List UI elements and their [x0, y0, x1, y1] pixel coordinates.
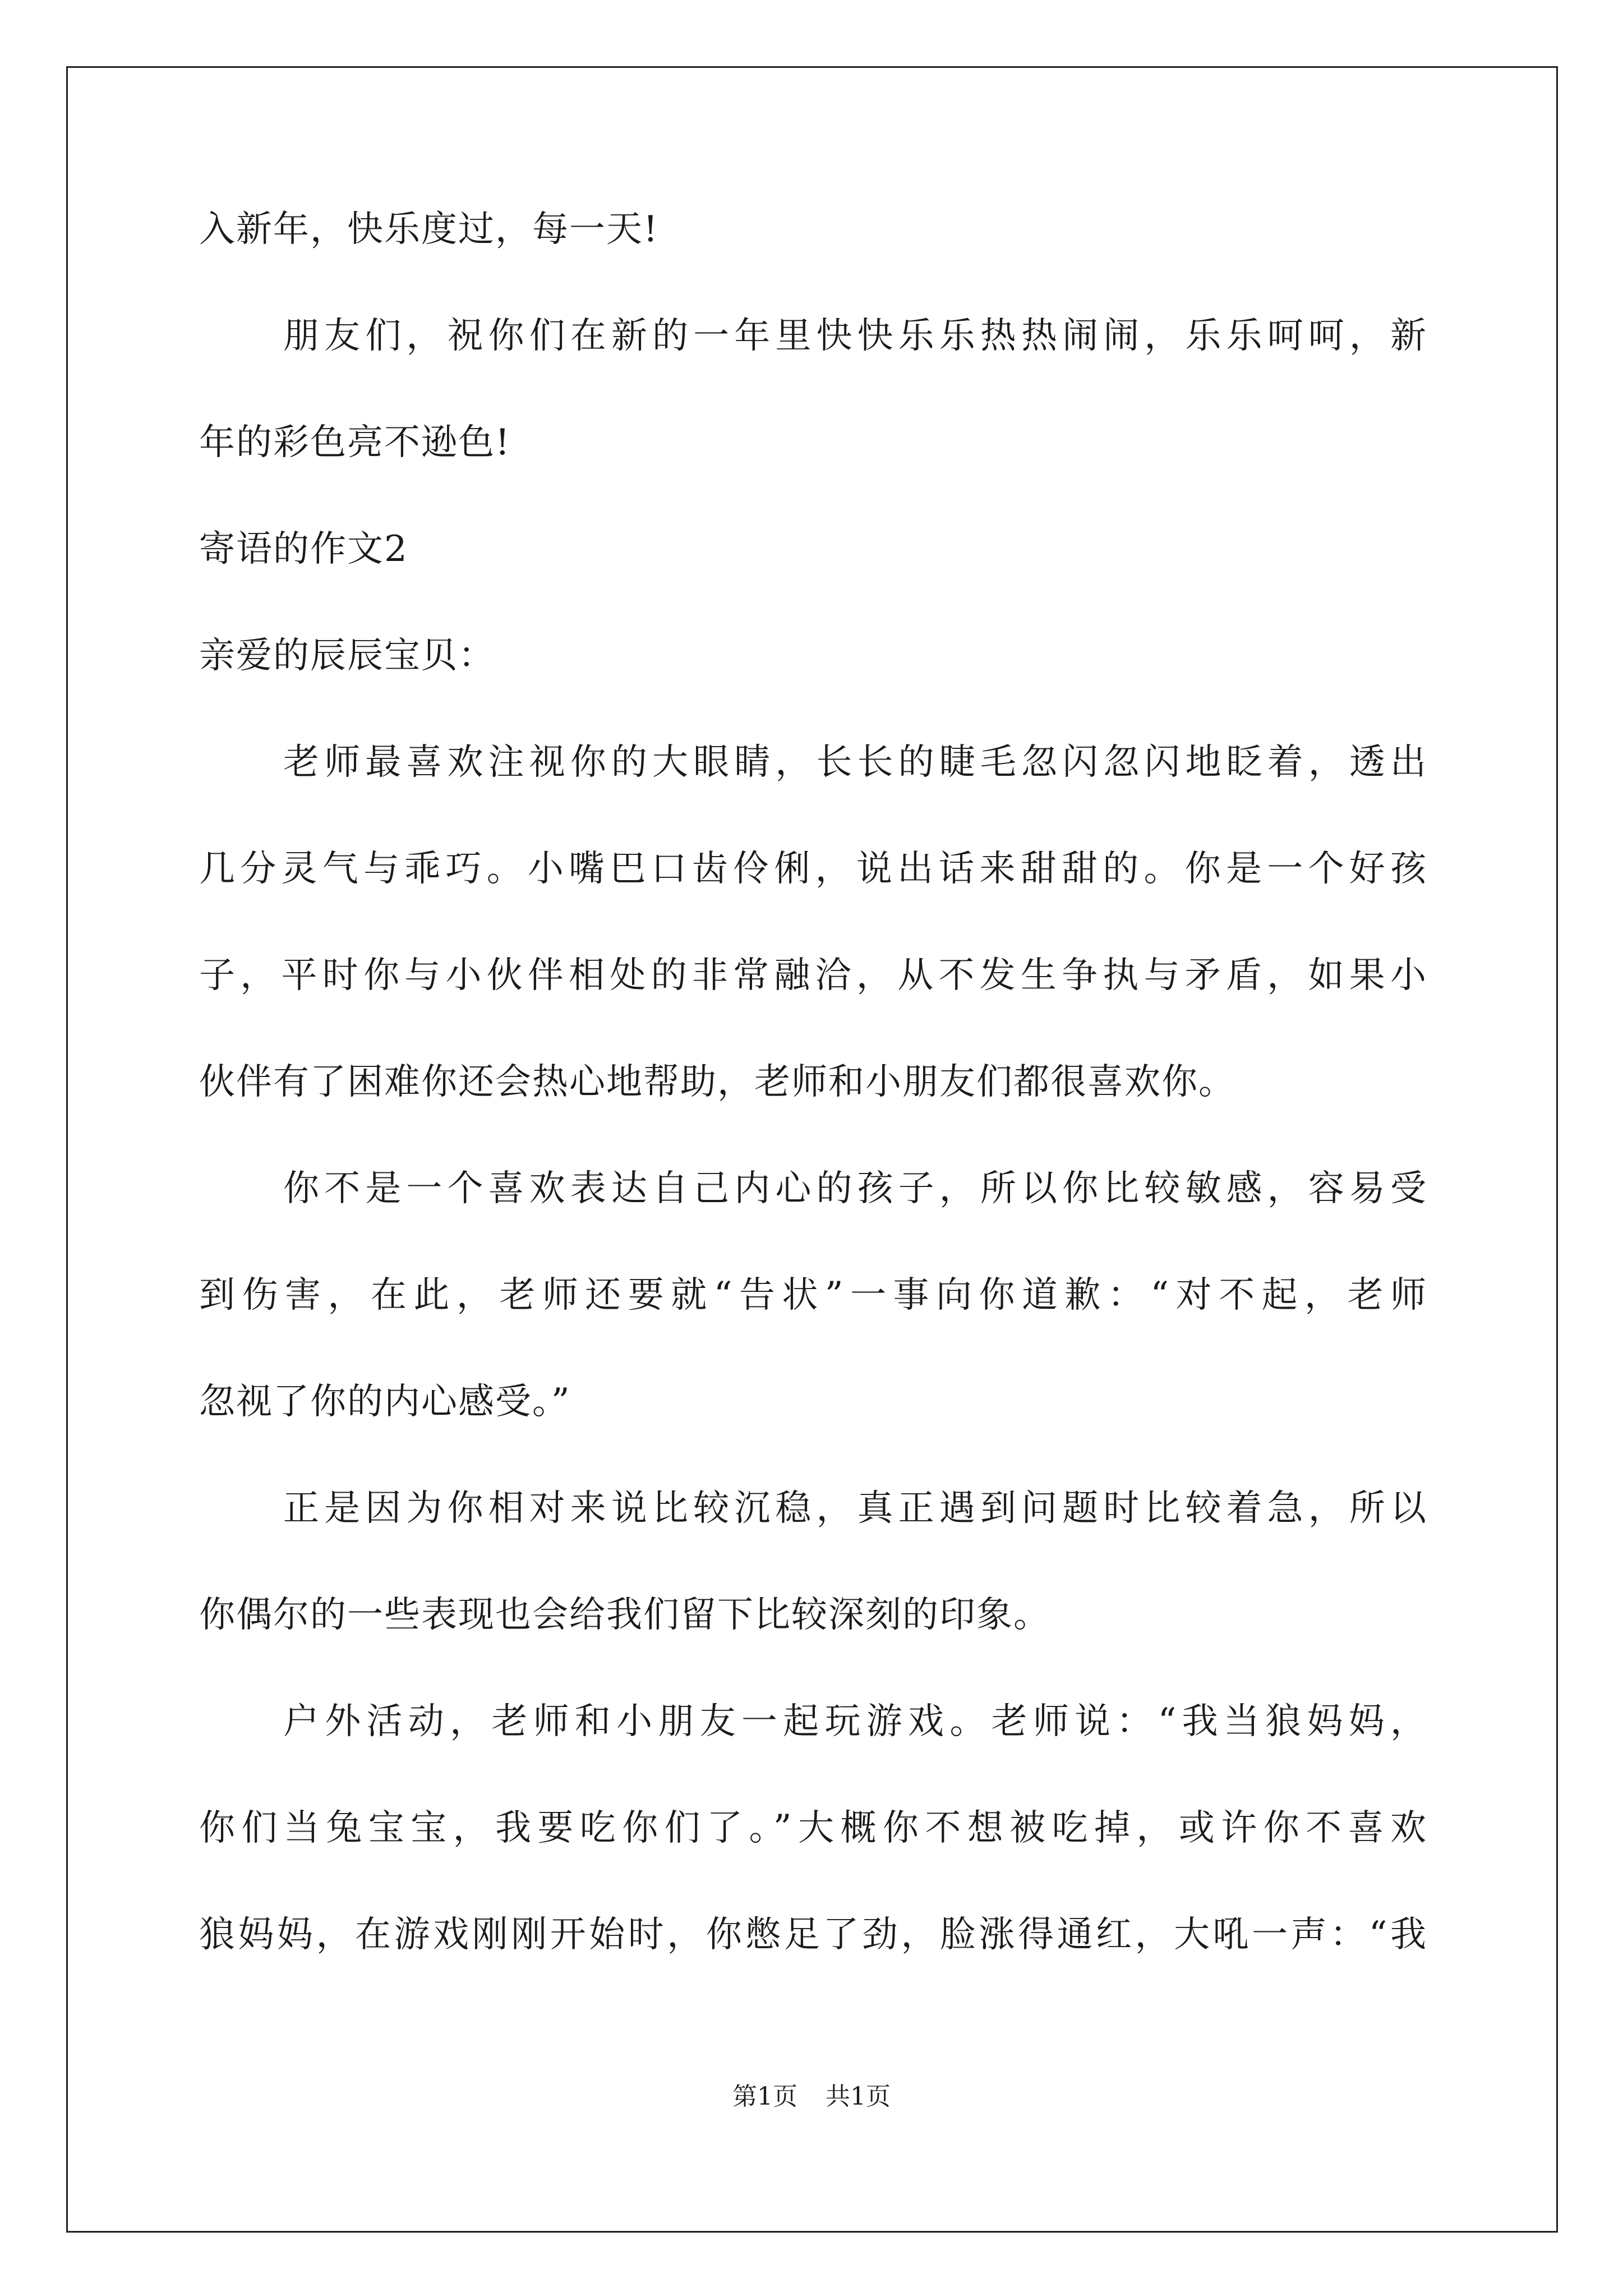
- text-line: 狼妈妈，在游戏刚刚开始时，你憋足了劲，脸涨得通红，大吼一声：“我: [199, 1914, 1427, 1955]
- paragraph-line: 正是因为你相对来说比较沉稳，真正遇到问题时比较着急，所以: [283, 1488, 1427, 1529]
- paragraph-line: 你不是一个喜欢表达自己内心的孩子，所以你比较敏感，容易受: [283, 1168, 1427, 1209]
- text-line: 年的彩色亮不逊色!: [199, 422, 511, 463]
- text-line: 你们当兔宝宝，我要吃你们了。”大概你不想被吃掉，或许你不喜欢: [199, 1807, 1427, 1849]
- text-line: 子，平时你与小伙伴相处的非常融洽，从不发生争执与矛盾，如果小: [199, 955, 1427, 996]
- text-line: 入新年，快乐度过，每一天!: [199, 209, 659, 250]
- text-line: 几分灵气与乖巧。小嘴巴口齿伶俐，说出话来甜甜的。你是一个好孩: [199, 848, 1427, 890]
- page-total: 共1页: [826, 2082, 891, 2111]
- paragraph-line: 朋友们，祝你们在新的一年里快快乐乐热热闹闹，乐乐呵呵，新: [283, 315, 1427, 357]
- page-footer: [0, 2080, 1623, 2114]
- text-line: 到伤害，在此，老师还要就“告状”一事向你道歉：“对不起，老师: [199, 1274, 1427, 1316]
- page-number: 第1页: [732, 2082, 797, 2111]
- text-line: 忽视了你的内心感受。”: [199, 1381, 571, 1423]
- page-border: [66, 66, 1558, 2233]
- paragraph-line: 户外活动，老师和小朋友一起玩游戏。老师说：“我当狼妈妈，: [283, 1701, 1427, 1742]
- section-heading: 寄语的作文2: [199, 528, 408, 570]
- text-line: 你偶尔的一些表现也会给我们留下比较深刻的印象。: [199, 1594, 1050, 1636]
- salutation: 亲爱的辰辰宝贝：: [199, 635, 495, 677]
- text-line: 伙伴有了困难你还会热心地帮助，老师和小朋友们都很喜欢你。: [199, 1061, 1235, 1103]
- paragraph-line: 老师最喜欢注视你的大眼睛，长长的睫毛忽闪忽闪地眨着，透出: [283, 742, 1427, 783]
